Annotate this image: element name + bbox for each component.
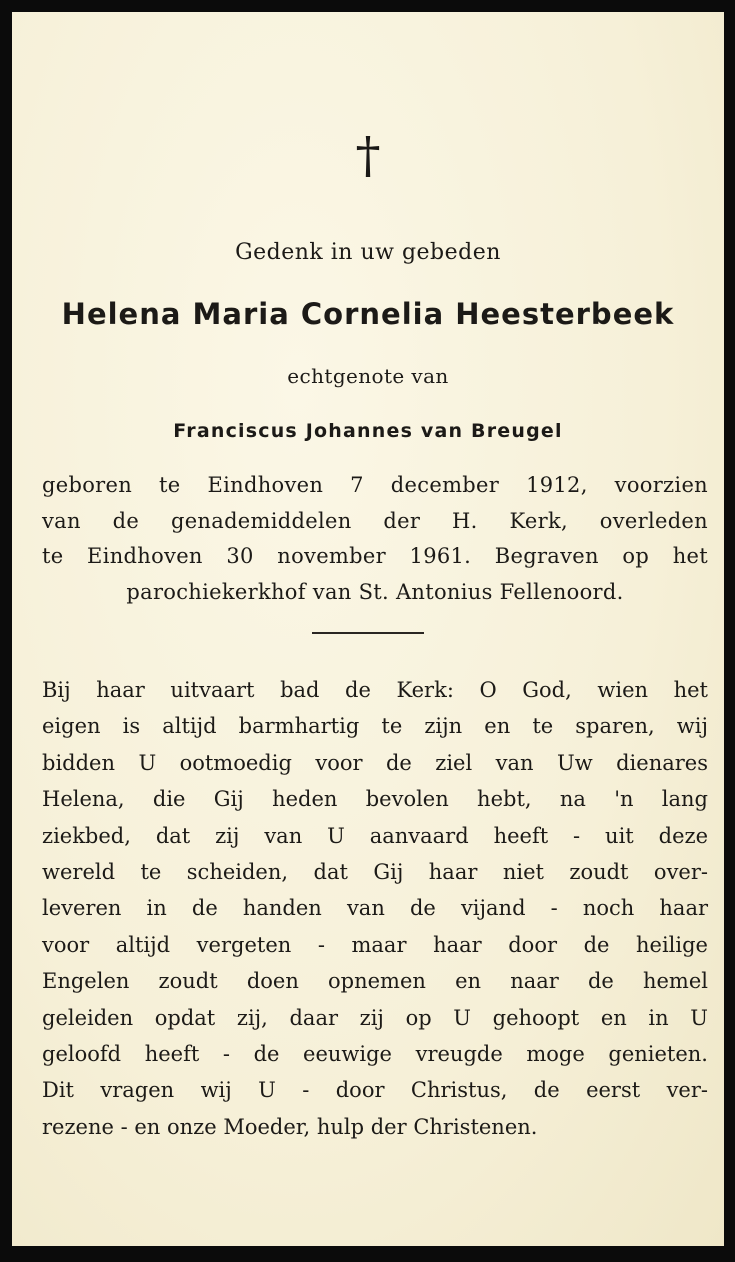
prayer-line: geloofd heeft - de eeuwige vreugde moge genieten.	[42, 1041, 708, 1066]
prayer-line: Engelen zoudt doen opnemen en naar de hemel	[42, 969, 708, 994]
prayer-paragraph	[42, 672, 708, 1145]
spouse-name: Franciscus Johannes van Breugel	[173, 420, 563, 442]
cross-icon: †	[355, 126, 381, 184]
prayer-line: leveren in de handen van de vijand - noch haar	[42, 896, 708, 921]
biography-paragraph	[42, 468, 708, 610]
prayer-line: Dit vragen wij U - door Christus, de eerst ver-	[42, 1078, 708, 1103]
memorial-card	[12, 12, 724, 1246]
biography-line: parochiekerkhof van St. Antonius Fellenoord.	[126, 579, 624, 604]
prayer-line: Helena, die Gij heden bevolen hebt, na 'n lang	[42, 787, 708, 812]
relation-text: echtgenote van	[287, 364, 449, 388]
biography-line: te Eindhoven 30 november 1961. Begraven op het	[42, 544, 708, 568]
prayer-line: rezene - en onze Moeder, hulp der Christenen.	[42, 1114, 538, 1139]
prayer-line: ziekbed, dat zij van U aanvaard heeft - uit deze	[42, 823, 708, 848]
prayer-line: bidden U ootmoedig voor de ziel van Uw dienares	[42, 750, 708, 775]
prayer-line: Bij haar uitvaart bad de Kerk: O God, wien het	[42, 678, 708, 702]
prayer-line: eigen is altijd barmhartig te zijn en te sparen, wij	[42, 714, 708, 739]
prayer-line: wereld te scheiden, dat Gij haar niet zoudt over-	[42, 859, 708, 884]
intro-text: Gedenk in uw gebeden	[235, 240, 501, 265]
prayer-line: voor altijd vergeten - maar haar door de heilige	[42, 932, 708, 957]
biography-line: geboren te Eindhoven 7 december 1912, voorzien	[42, 473, 708, 497]
biography-line: van de genademiddelen der H. Kerk, overleden	[42, 508, 708, 533]
deceased-name: Helena Maria Cornelia Heesterbeek	[61, 297, 675, 331]
prayer-line: geleiden opdat zij, daar zij op U gehoopt en in U	[42, 1005, 708, 1030]
divider	[312, 632, 424, 634]
